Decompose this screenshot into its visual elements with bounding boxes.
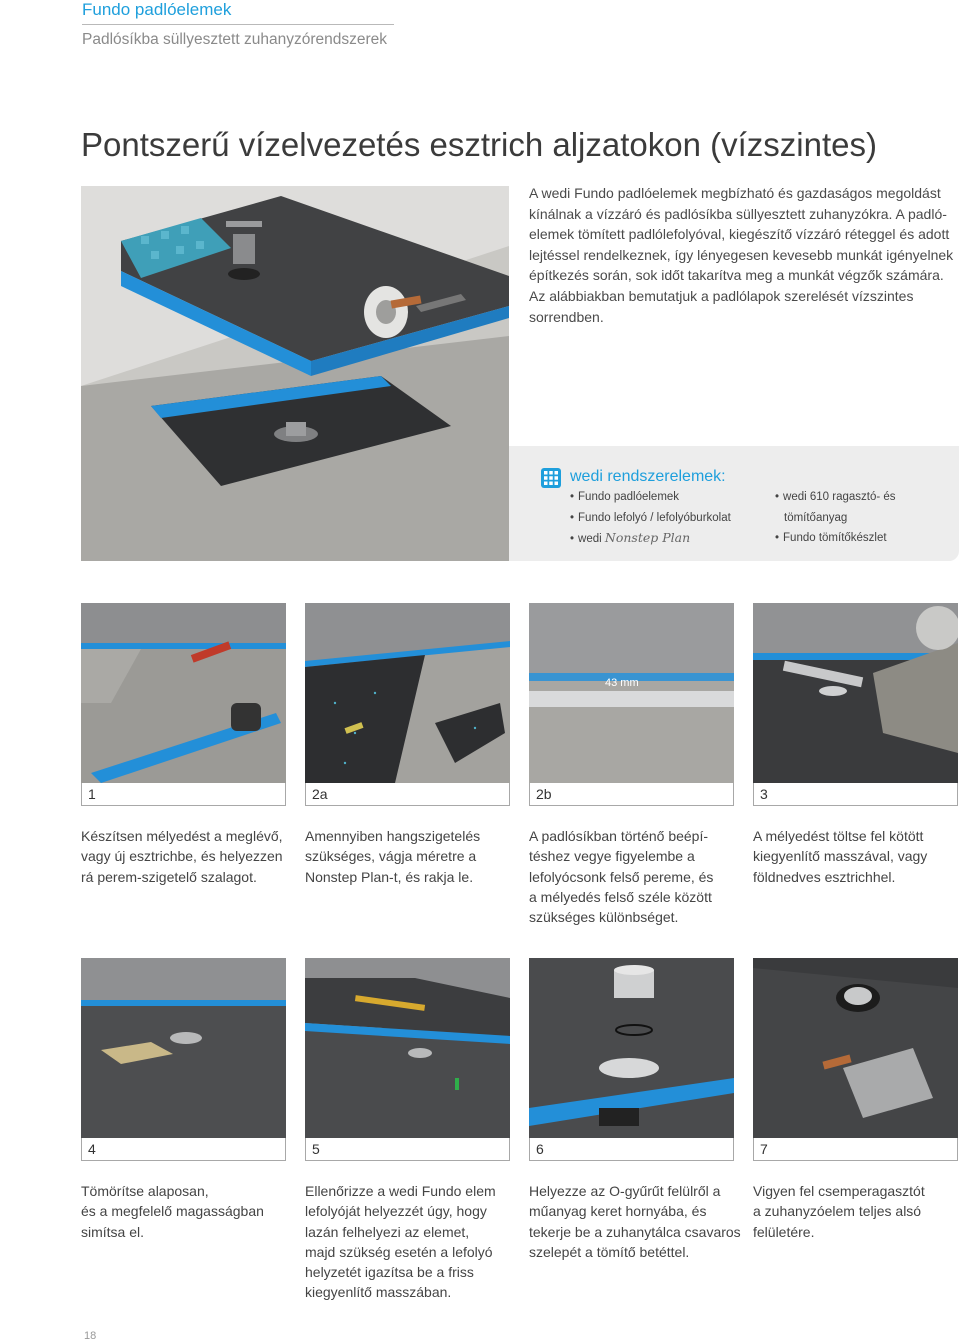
caption-line: majd szükség esetén a lefolyó bbox=[305, 1243, 493, 1260]
list-item: • wedi 610 ragasztó- és bbox=[775, 487, 896, 508]
caption-line: A mélyedést töltse fel kötött bbox=[753, 828, 924, 844]
intro-line: építkezés során, sok időt takarítva meg a munkát végzők számára. bbox=[529, 267, 944, 284]
step-number: 5 bbox=[305, 1138, 510, 1161]
caption-line: műanyag keret hornyába, és bbox=[529, 1203, 707, 1220]
step-photo bbox=[529, 603, 734, 783]
list-item: • Fundo lefolyó / lefolyóburkolat bbox=[570, 508, 731, 529]
caption-line: lefolyócsonk felső pereme, és bbox=[529, 868, 714, 885]
list-item-continued: tömítőanyag bbox=[784, 511, 848, 524]
step-number: 3 bbox=[753, 783, 958, 806]
step-photo bbox=[753, 603, 958, 783]
intro-line: elemek tömített padlólefolyóval, kiegészítő vízzáró réteggel és adott bbox=[529, 226, 950, 243]
caption-line: a zuhanyzóelem teljes alsó bbox=[753, 1203, 922, 1220]
caption-line: Vigyen fel csemperagasztót bbox=[753, 1183, 925, 1199]
caption-line: simítsa el. bbox=[81, 1223, 145, 1240]
caption-line: lefolyóját helyezzét úgy, hogy bbox=[305, 1203, 487, 1220]
caption-line: kiegyenlítő masszával, vagy bbox=[753, 848, 928, 865]
step-photo bbox=[305, 603, 510, 783]
step-number: 2a bbox=[305, 783, 510, 806]
hero-illustration bbox=[81, 186, 509, 561]
caption-line: téshez vegye figyelembe a bbox=[529, 848, 695, 865]
caption-line: vagy új esztrichbe, és helyezzen bbox=[81, 848, 283, 865]
step-number: 1 bbox=[81, 783, 286, 806]
measurement-label: 43 mm bbox=[605, 677, 639, 689]
step-number: 6 bbox=[529, 1138, 734, 1161]
step-photo bbox=[81, 603, 286, 783]
step-number: 2b bbox=[529, 783, 734, 806]
list-item: • Fundo padlóelemek bbox=[570, 487, 731, 508]
caption-line: szükséges, vágja méretre a bbox=[305, 848, 477, 865]
step-photo bbox=[305, 958, 510, 1138]
step-1 bbox=[81, 603, 286, 887]
caption-line: felületére. bbox=[753, 1223, 815, 1240]
step-5 bbox=[305, 958, 510, 1303]
caption-line: tekerje be a zuhanytálca csavaros bbox=[529, 1223, 741, 1240]
caption-line: Ellenőrizze a wedi Fundo elem bbox=[305, 1183, 496, 1199]
step-caption bbox=[81, 826, 296, 887]
caption-line: földnedves esztrichhel. bbox=[753, 868, 896, 885]
header-divider bbox=[82, 24, 394, 25]
caption-line: kiegyenlítő masszában. bbox=[305, 1284, 452, 1301]
header-title: Fundo padlóelemek bbox=[82, 0, 232, 19]
system-title: wedi rendszerelemek: bbox=[570, 468, 726, 485]
step-caption bbox=[529, 826, 744, 927]
step-caption bbox=[753, 826, 960, 887]
step-3 bbox=[753, 603, 958, 887]
step-caption bbox=[305, 1181, 520, 1303]
caption-line: Készítsen mélyedést a meglévő, bbox=[81, 828, 283, 844]
step-caption bbox=[753, 1181, 960, 1242]
caption-line: szükséges különbséget. bbox=[529, 909, 679, 926]
intro-line: sorrendben. bbox=[529, 308, 604, 325]
step-caption bbox=[81, 1181, 296, 1242]
intro-line: kínálnak a vízzáró és padlósíkba süllyesztett zuhanyzókra. A padló- bbox=[529, 205, 947, 222]
step-7 bbox=[753, 958, 958, 1242]
caption-line: Tömörítse alaposan, bbox=[81, 1183, 209, 1199]
intro-paragraph bbox=[529, 183, 959, 327]
step-photo bbox=[81, 958, 286, 1138]
step-2a bbox=[305, 603, 510, 887]
caption-line: szelepét a tömítő betéttel. bbox=[529, 1243, 690, 1260]
intro-line: A wedi Fundo padlóelemek megbízható és gazdaságos megoldást bbox=[529, 185, 941, 201]
caption-line: Amennyiben hangszigetelés bbox=[305, 828, 481, 844]
page-number: 18 bbox=[84, 1330, 97, 1342]
step-6 bbox=[529, 958, 741, 1262]
page-title: Pontszerű vízelvezetés esztrich aljzatokon (vízszintes) bbox=[81, 126, 877, 163]
header-subtitle: Padlósíkba süllyesztett zuhanyzórendszerek bbox=[82, 31, 387, 48]
grid-icon bbox=[541, 468, 561, 488]
system-list-col1 bbox=[570, 487, 731, 550]
caption-line: helyzetét igazítsa be a friss bbox=[305, 1264, 474, 1281]
step-caption bbox=[305, 826, 520, 887]
step-photo bbox=[529, 958, 734, 1138]
list-item bbox=[570, 528, 731, 550]
step-4 bbox=[81, 958, 286, 1242]
step-caption bbox=[529, 1181, 744, 1262]
caption-line: rá perem-szigetelő szalagot. bbox=[81, 868, 257, 885]
caption-line: Nonstep Plan-t, és rakja le. bbox=[305, 868, 474, 885]
intro-line: lejtéssel rendelkeznek, így lényegesen kevesebb munkát igényelnek bbox=[529, 246, 954, 263]
step-2b bbox=[529, 603, 734, 927]
caption-line: a mélyedés felső széle között bbox=[529, 888, 712, 905]
intro-line: Az alábbiakban bemutatjuk a padlólapok szerelését vízszintes bbox=[529, 287, 914, 304]
caption-line: lazán felhelyezi az elemet, bbox=[305, 1223, 470, 1240]
nonstep-plan-script: Nonstep Plan bbox=[604, 530, 691, 545]
caption-line: és a megfelelő magasságban bbox=[81, 1203, 264, 1220]
caption-line: A padlósíkban történő beépí- bbox=[529, 828, 709, 844]
step-number: 7 bbox=[753, 1138, 958, 1161]
list-item-prefix: wedi bbox=[578, 533, 602, 545]
list-item: • Fundo tömítőkészlet bbox=[775, 528, 896, 549]
system-components-box bbox=[509, 446, 959, 561]
system-list-col2 bbox=[775, 487, 896, 549]
caption-line: Helyezze az O-gyűrűt felülről a bbox=[529, 1183, 721, 1199]
step-photo bbox=[753, 958, 958, 1138]
step-number: 4 bbox=[81, 1138, 286, 1161]
